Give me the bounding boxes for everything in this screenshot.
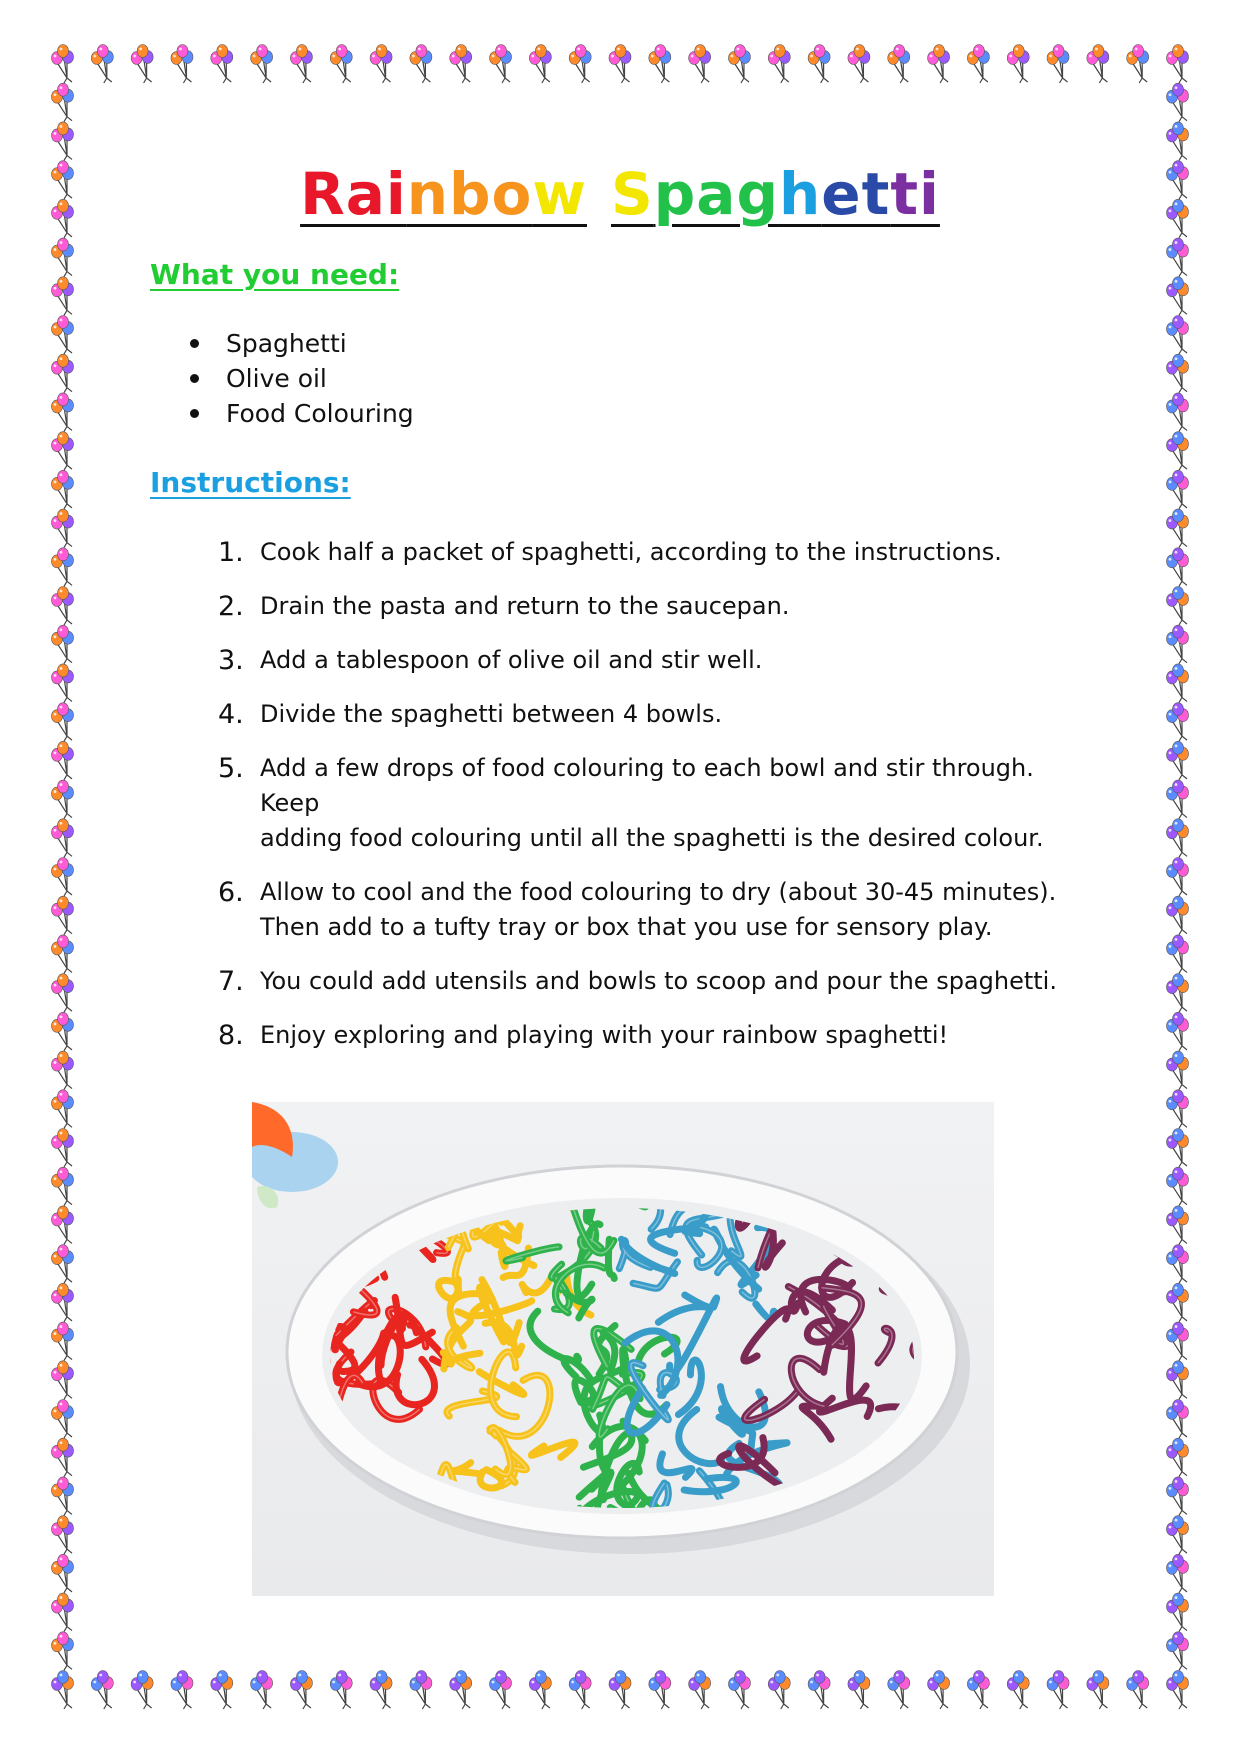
balloon-bunch-icon (91, 45, 113, 84)
balloon-bunch-icon (370, 1671, 392, 1710)
balloon-bunch-icon (928, 45, 950, 84)
balloon-bunch-icon (928, 1671, 950, 1710)
balloon-bunch-icon (1167, 625, 1189, 664)
step-number: 3. (218, 645, 244, 676)
balloon-bunch-icon (52, 1477, 74, 1516)
bullet-icon (190, 374, 199, 383)
balloon-bunch-icon (1167, 470, 1189, 509)
step-number: 6. (218, 877, 244, 908)
balloon-bunch-icon (1167, 780, 1189, 819)
balloon-bunch-icon (52, 819, 74, 858)
balloon-bunch-icon (529, 1671, 551, 1710)
balloon-bunch-icon (52, 277, 74, 316)
balloon-bunch-icon (52, 1129, 74, 1168)
balloon-bunch-icon (1167, 587, 1189, 626)
balloon-bunch-icon (1167, 548, 1189, 587)
step-text: Then add to a tufty tray or box that you use for sensory play. (260, 913, 993, 941)
list-item: Olive oil (190, 361, 414, 396)
balloon-bunch-icon (529, 45, 551, 84)
balloon-bunch-icon (967, 45, 989, 84)
balloon-bunch-icon (131, 45, 153, 84)
balloon-bunch-icon (1167, 1632, 1189, 1671)
step-number: 2. (218, 591, 244, 622)
balloon-bunch-icon (1167, 1012, 1189, 1051)
balloon-bunch-icon (728, 45, 750, 84)
balloon-bunch-icon (1167, 1167, 1189, 1206)
balloon-bunch-icon (1007, 45, 1029, 84)
balloon-bunch-icon (1167, 1283, 1189, 1322)
instruction-step (218, 1018, 1098, 1053)
balloon-bunch-icon (1167, 1554, 1189, 1593)
step-text: Divide the spaghetti between 4 bowls. (260, 700, 723, 728)
balloon-bunch-icon (52, 432, 74, 471)
balloon-bunch-icon (330, 1671, 352, 1710)
title-segment: S (611, 160, 654, 228)
balloon-bunch-icon (1167, 1090, 1189, 1129)
balloon-bunch-icon (1127, 1671, 1149, 1710)
step-text: You could add utensils and bowls to scoop and pour the spaghetti. (260, 967, 1057, 995)
balloon-bunch-icon (52, 1516, 74, 1555)
instructions-list (218, 535, 1098, 1072)
balloon-bunch-icon (52, 974, 74, 1013)
balloon-bunch-icon (52, 548, 74, 587)
balloon-bunch-icon (290, 1671, 312, 1710)
balloon-bunch-icon (728, 1671, 750, 1710)
balloon-bunch-icon (1127, 45, 1149, 84)
balloon-bunch-icon (52, 1206, 74, 1245)
balloon-bunch-icon (1167, 122, 1189, 161)
balloon-bunch-icon (1167, 896, 1189, 935)
step-text: Allow to cool and the food colouring to dry (about 30-45 minutes). (260, 878, 1057, 906)
instruction-step (218, 875, 1098, 945)
balloon-bunch-icon (1167, 1361, 1189, 1400)
balloon-bunch-icon (251, 1671, 273, 1710)
balloon-bunch-icon (569, 45, 591, 84)
balloon-bunch-icon (888, 45, 910, 84)
balloon-bunch-icon (1087, 45, 1109, 84)
balloon-bunch-icon (1167, 664, 1189, 703)
balloon-bunch-icon (1167, 354, 1189, 393)
balloon-bunch-icon (1167, 974, 1189, 1013)
balloon-bunch-icon (490, 45, 512, 84)
step-number: 7. (218, 966, 244, 997)
balloon-bunch-icon (1047, 45, 1069, 84)
balloon-bunch-icon (171, 45, 193, 84)
balloon-bunch-icon (171, 1671, 193, 1710)
balloon-bunch-icon (1167, 1438, 1189, 1477)
balloon-bunch-icon (52, 470, 74, 509)
balloon-bunch-icon (52, 741, 74, 780)
title-segment: Rai (300, 160, 407, 228)
balloon-bunch-icon (1167, 1593, 1189, 1632)
balloon-bunch-icon (52, 238, 74, 277)
balloon-bunch-icon (848, 1671, 870, 1710)
title-segment: w (532, 160, 587, 228)
balloon-bunch-icon (330, 45, 352, 84)
balloon-bunch-icon (410, 1671, 432, 1710)
instruction-step (218, 964, 1098, 999)
title-segment: nbo (406, 160, 533, 228)
balloon-bunch-icon (52, 1051, 74, 1090)
list-item: Food Colouring (190, 396, 414, 431)
step-number: 5. (218, 753, 244, 784)
balloon-bunch-icon (808, 1671, 830, 1710)
balloon-bunch-icon (52, 354, 74, 393)
balloon-bunch-icon (450, 1671, 472, 1710)
balloon-bunch-icon (52, 83, 74, 122)
balloon-bunch-icon (211, 1671, 233, 1710)
step-number: 8. (218, 1020, 244, 1051)
balloon-bunch-icon (609, 1671, 631, 1710)
step-text: Enjoy exploring and playing with your rainbow spaghetti! (260, 1021, 949, 1049)
balloon-bunch-icon (490, 1671, 512, 1710)
balloon-bunch-icon (52, 587, 74, 626)
title-segment: et (821, 160, 891, 228)
step-number: 4. (218, 699, 244, 730)
balloon-bunch-icon (52, 1283, 74, 1322)
balloon-bunch-icon (52, 780, 74, 819)
balloon-bunch-icon (52, 1438, 74, 1477)
balloon-bunch-icon (52, 625, 74, 664)
balloon-bunch-icon (1167, 45, 1189, 84)
balloon-bunch-icon (808, 45, 830, 84)
balloon-bunch-icon (52, 45, 74, 84)
balloon-bunch-icon (1167, 83, 1189, 122)
balloon-bunch-icon (52, 122, 74, 161)
instruction-step (218, 589, 1098, 624)
title-word (611, 160, 940, 228)
title-segment: ti (890, 160, 940, 228)
balloon-bunch-icon (251, 45, 273, 84)
step-text: Cook half a packet of spaghetti, according to the instructions. (260, 538, 1002, 566)
balloon-bunch-icon (52, 703, 74, 742)
balloon-bunch-icon (609, 45, 631, 84)
balloon-bunch-icon (768, 1671, 790, 1710)
balloon-bunch-icon (1167, 935, 1189, 974)
rainbow-spaghetti-bowl-icon (252, 1102, 994, 1596)
balloon-bunch-icon (689, 1671, 711, 1710)
balloon-bunch-icon (569, 1671, 591, 1710)
balloon-bunch-icon (1167, 703, 1189, 742)
balloon-bunch-icon (370, 45, 392, 84)
balloon-bunch-icon (1167, 741, 1189, 780)
balloon-bunch-icon (52, 1167, 74, 1206)
title-segment: pag (653, 160, 779, 228)
balloon-bunch-icon (1167, 1322, 1189, 1361)
balloon-bunch-icon (1167, 277, 1189, 316)
balloon-bunch-icon (967, 1671, 989, 1710)
balloon-bunch-icon (52, 1090, 74, 1129)
step-text: Add a tablespoon of olive oil and stir well. (260, 646, 763, 674)
balloon-bunch-icon (689, 45, 711, 84)
balloon-bunch-icon (1047, 1671, 1069, 1710)
balloon-bunch-icon (1167, 1051, 1189, 1090)
instruction-step (218, 697, 1098, 732)
title-segment: h (778, 160, 822, 228)
title-word (300, 160, 587, 228)
balloon-bunch-icon (52, 1593, 74, 1632)
balloon-bunch-icon (888, 1671, 910, 1710)
balloon-bunch-icon (1007, 1671, 1029, 1710)
balloon-bunch-icon (1167, 509, 1189, 548)
step-text: adding food colouring until all the spaghetti is the desired colour. (260, 824, 1044, 852)
balloon-bunch-icon (1167, 1516, 1189, 1555)
rainbow-spaghetti-photo (252, 1102, 994, 1596)
balloon-bunch-icon (410, 45, 432, 84)
balloon-bunch-icon (52, 1554, 74, 1593)
balloon-bunch-icon (52, 1400, 74, 1439)
balloon-bunch-icon (1167, 1129, 1189, 1168)
balloon-bunch-icon (52, 935, 74, 974)
balloon-bunch-icon (1167, 1245, 1189, 1284)
balloon-bunch-icon (1167, 238, 1189, 277)
balloon-bunch-icon (211, 45, 233, 84)
balloon-bunch-icon (52, 1322, 74, 1361)
balloon-bunch-icon (131, 1671, 153, 1710)
balloon-bunch-icon (52, 896, 74, 935)
balloon-bunch-icon (1167, 316, 1189, 355)
balloon-bunch-icon (1167, 1206, 1189, 1245)
balloon-bunch-icon (768, 45, 790, 84)
instruction-step (218, 643, 1098, 678)
step-text: Drain the pasta and return to the saucepan. (260, 592, 790, 620)
balloon-bunch-icon (52, 1361, 74, 1400)
what-you-need-heading: What you need: (150, 258, 400, 291)
page-title (0, 160, 1240, 228)
balloon-bunch-icon (1167, 819, 1189, 858)
bullet-icon (190, 409, 199, 418)
instruction-step (218, 535, 1098, 570)
balloon-bunch-icon (1167, 1400, 1189, 1439)
balloon-bunch-icon (848, 45, 870, 84)
ingredients-list (190, 326, 414, 431)
balloon-bunch-icon (52, 1012, 74, 1051)
balloon-bunch-icon (52, 1632, 74, 1671)
balloon-bunch-icon (1167, 432, 1189, 471)
balloon-bunch-icon (52, 664, 74, 703)
balloon-bunch-icon (52, 509, 74, 548)
balloon-bunch-icon (649, 45, 671, 84)
balloon-bunch-icon (649, 1671, 671, 1710)
balloon-bunch-icon (1167, 1477, 1189, 1516)
bullet-icon (190, 339, 199, 348)
step-number: 1. (218, 537, 244, 568)
balloon-bunch-icon (52, 858, 74, 897)
balloon-bunch-icon (52, 393, 74, 432)
instructions-heading: Instructions: (150, 466, 351, 499)
balloon-bunch-icon (450, 45, 472, 84)
list-item: Spaghetti (190, 326, 414, 361)
balloon-bunch-icon (91, 1671, 113, 1710)
balloon-bunch-icon (1167, 858, 1189, 897)
balloon-bunch-icon (52, 1245, 74, 1284)
balloon-bunch-icon (1167, 1671, 1189, 1710)
balloon-bunch-icon (1167, 393, 1189, 432)
instruction-step (218, 751, 1098, 856)
balloon-bunch-icon (52, 1671, 74, 1710)
step-text: Add a few drops of food colouring to each bowl and stir through. Keep (260, 754, 1034, 817)
balloon-bunch-icon (52, 316, 74, 355)
balloon-bunch-icon (1087, 1671, 1109, 1710)
balloon-bunch-icon (290, 45, 312, 84)
